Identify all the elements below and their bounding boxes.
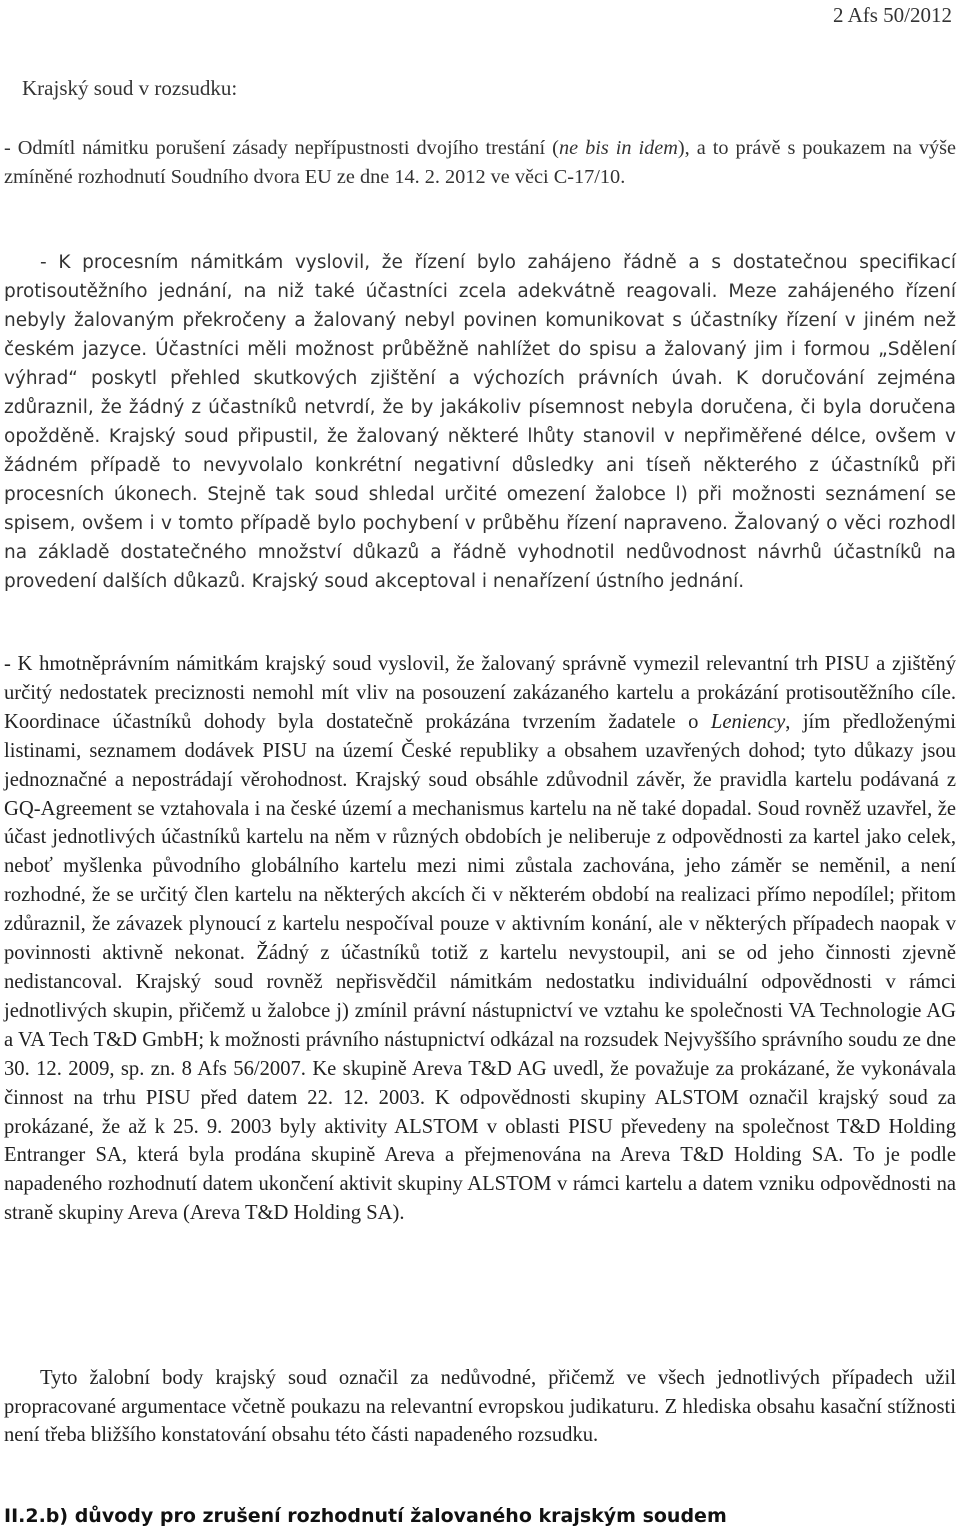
paragraph-italic-term: ne bis in idem <box>558 137 678 159</box>
paragraph-conclusion: Tyto žalobní body krajský soud označil za nedůvodné, přičemž ve všech jednotlivých případech užil propracované argumentace včetně poukazu na relevantní evropskou judikaturu. Z hlediska obsahu kasační stížnosti není třeba bližšího konstatování obsahu této části napadeného rozsudku. <box>4 1367 956 1446</box>
paragraph-text: - Odmítl námitku porušení zásady nepřípustnosti dvojího trestání ( <box>4 137 559 159</box>
paragraph-italic-term: Leniency <box>710 710 786 733</box>
paragraph-procedural-objections: - K procesním námitkám vyslovil, že řízení bylo zahájeno řádně a s dostatečnou specifikací protisoutěžního jednání, na niž také účastníci zcela adekvátně reagovali. Meze zahájeného řízení nebyly žalovaným překročeny a žalovaný nebyl povinen komunikovat s účastníky řízení v jiném než českém jazyce. Účastníci měli možnost průběžně nahlížet do spisu a žalovaný jim i formou „Sdělení výhrad“ poskytl přehled skutkových zjištění a výchozích právních úvah. K doručování zejména zdůraznil, že žádný z účastníků netvrdí, že by jakákoliv písemnost nebyla doručena, či byla doručena opožděně. Krajský soud připustil, že žalovaný některé lhůty stanovil v nepřiměřené délce, ovšem v žádném případě to nevyvolalo konkrétní negativní důsledky ani tíseň některého z účastníků při procesních úkonech. Stejně tak soud shledal určité omezení žalobce l) při možnosti seznámení se spisem, ovšem i v tomto případě bylo pochybení v průběhu řízení napraveno. Žalovaný o věci rozhodl na základě dostatečného množství důkazů a řádně vyhodnotil nedůvodnost návrhů účastníků na provedení dalších důkazů. Krajský soud akceptoval i nenařízení ústního jednání. <box>4 252 956 592</box>
section-heading: II.2.b) důvody pro zrušení rozhodnutí žalovaného krajským soudem <box>4 1505 727 1527</box>
paragraph-ne-bis-in-idem <box>4 134 956 192</box>
intro-line: Krajský soud v rozsudku: <box>22 76 238 100</box>
case-number: 2 Afs 50/2012 <box>832 3 952 27</box>
paragraph-substantive-objections <box>4 650 956 1228</box>
paragraph-text: - K hmotněprávním námitkám krajský soud vyslovil, že žalovaný správně vymezil relevantní trh PISU a zjištěný určitý nedostatek preciznosti nemohl mít vliv na posouzení zakázaného kartelu a prokázání protisoutěžního cíle. Koordinace účastníků dohody byla dostatečně prokázána tvrzením žadatele o <box>4 653 956 733</box>
paragraph-text: , jím předloženými listinami, seznamem dodávek PISU na území České republiky a obsahem uzavřených dohod; tyto důkazy jsou jednoznačné a nepostrádají věrohodnost. Krajský soud obsáhle zdůvodnil závěr, že pravidla kartelu podávaná z GQ-Agreement se vztahovala i na české území a mechanismus kartelu na ně také dopadal. Soud rovněž uzavřel, že účast jednotlivých účastníků kartelu na něm v různých obdobích je neliberuje z odpovědnosti za kartel jako celek, neboť myšlenka původního globálního kartelu mezi nimi zůstala zachována, jeho záměr se neměnil, a není rozhodné, že se určitý člen kartelu na některých akcích či v některém období na realizaci přímo nepodílel; přitom zdůraznil, že závazek plynoucí z kartelu nespočíval pouze v aktivním konání, ale v některých případech naopak v povinnosti aktivně nekonat. Žádný z účastníků totiž z kartelu nevystoupil, ani se od jeho činnosti zjevně nedistancoval. Krajský soud rovněž nepřisvědčil námitkám nedostatku individuální odpovědnosti v rámci jednotlivých skupin, přičemž u žalobce j) zmínil právní nástupnictví ve vztahu ke společnosti VA Technologie AG a VA Tech T&D GmbH; k možnosti právního nástupnictví odkázal na rozsudek Nejvyššího správního soudu ze dne 30. 12. 2009, sp. zn. 8 Afs 56/2007. Ke skupině Areva T&D AG uvedl, že považuje za prokázané, že vykonávala činnost na trhu PISU před datem 22. 12. 2003. K odpovědnosti skupiny ALSTOM označil krajský soud za prokázané, že až k 25. 9. 2003 byly aktivity ALSTOM v oblasti PISU převedeny na společnost T&D Holding Entranger SA, která byla prodána skupině Areva a přejmenována na Areva T&D Holding SA. To je podle napadeného rozhodnutí datem ukončení aktivit skupiny ALSTOM v rámci kartelu a datem vzniku odpovědnosti na straně skupiny Areva (Areva T&D Holding SA). <box>4 710 956 1225</box>
paragraph-text: ), a to právě s poukazem na výše zmíněné rozhodnutí Soudního dvora EU ze dne 14. 2. 2012 ve věci C-17/10. <box>4 137 956 188</box>
